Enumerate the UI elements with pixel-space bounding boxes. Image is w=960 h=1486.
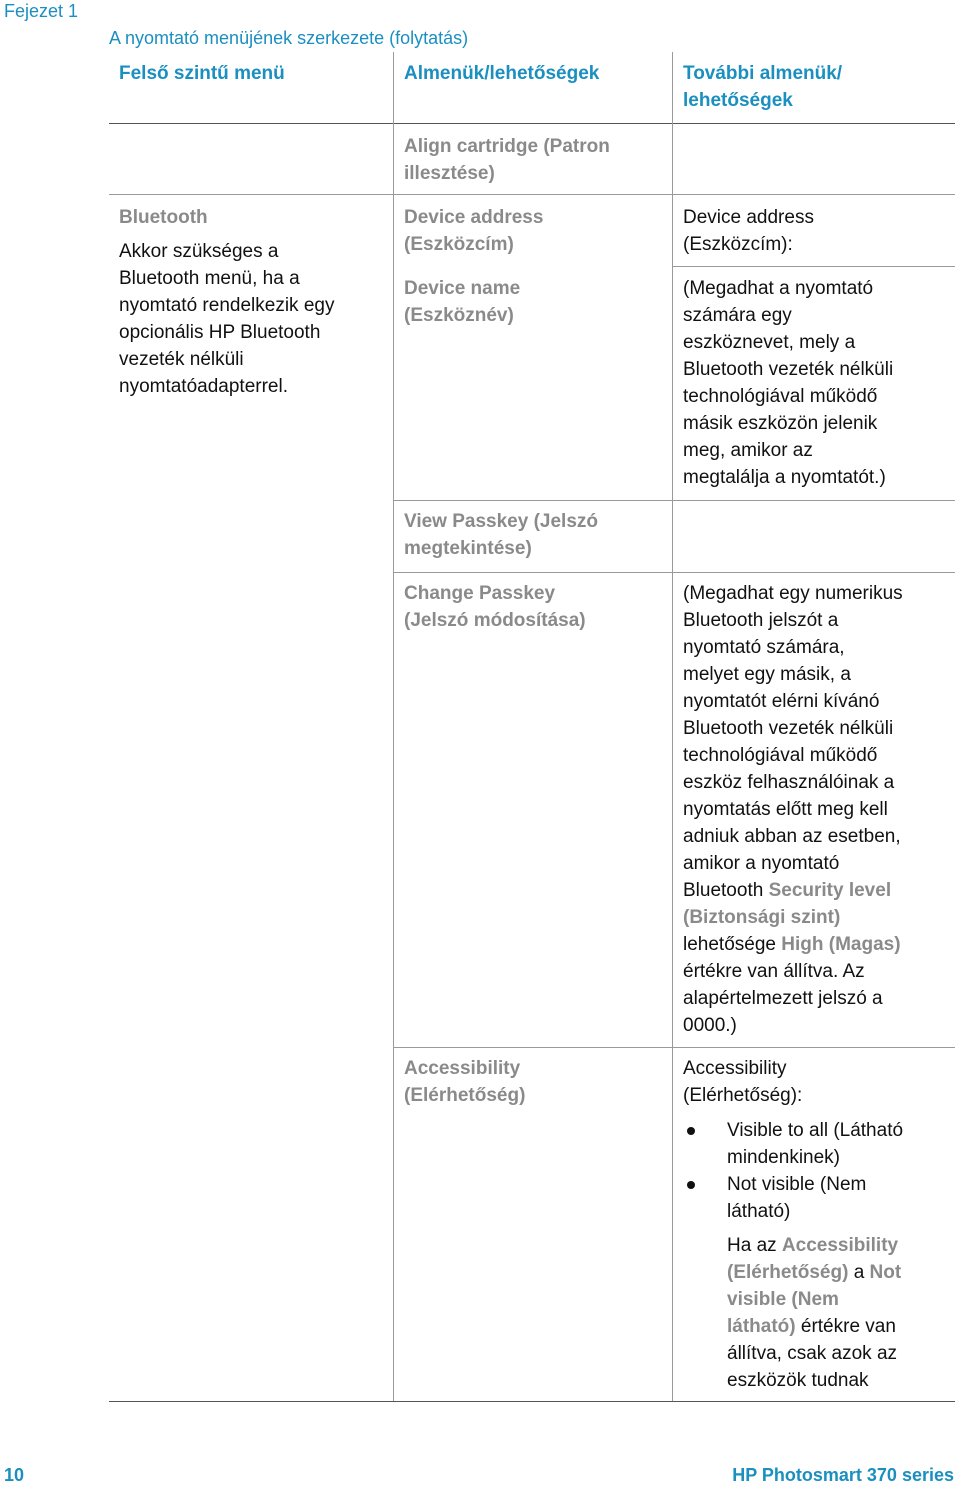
menu-bluetooth: [119, 204, 334, 400]
menu-bluetooth-title: Bluetooth: [119, 207, 208, 228]
header-submenus: Almenük/lehetőségek: [404, 63, 600, 84]
row-divider: [393, 500, 955, 501]
detail-device-address: Device address (Eszközcím):: [683, 207, 814, 255]
menu-bluetooth-description: Akkor szükséges a Bluetooth menü, ha a nyomtató rendelkezik egy opcionális HP Bluetooth vezeték nélküli nyomtatóadapterrel.: [119, 241, 335, 397]
row-divider: [393, 1047, 955, 1048]
chapter-label: Fejezet 1: [4, 1, 79, 21]
option-security-level: Security level: [768, 880, 892, 901]
list-item: Not visible (Nem látható): [683, 1171, 948, 1225]
submenu-change-passkey: Change Passkey (Jelszó módosítása): [404, 583, 586, 631]
header-top-level-menu: Felső szintű menü: [119, 63, 285, 84]
product-name: HP Photosmart 370 series: [732, 1465, 954, 1485]
submenu-device-name: Device name (Eszköznév): [404, 278, 521, 326]
row-divider: [672, 266, 955, 267]
header-further-submenus: További almenük/ lehetőségek: [683, 63, 843, 111]
submenu-device-address: Device address (Eszközcím): [404, 207, 544, 255]
detail-change-passkey: (Megadhat egy numerikus Bluetooth jelszót a nyomtató számára, melyet egy másik, a nyomtatót elérni kívánó Bluetooth vezeték nélküli technológiával működő eszköz felhasználóinak a nyomtatás előtt meg kell adniuk abban az esetben, amikor a nyomtató Bluetooth Security level (Biztonsági szint) lehetősége High (Magas) értékre van állítva. Az alapértelmezett jelszó a 0000.): [683, 583, 903, 1036]
option-high: High (Magas): [781, 934, 901, 955]
submenu-view-passkey: View Passkey (Jelszó megtekintése): [404, 511, 598, 559]
table-bottom-rule: [109, 1401, 955, 1402]
row-divider: [672, 194, 955, 195]
list-item: Visible to all (Látható mindenkinek): [683, 1117, 948, 1171]
accessibility-note: Ha az Accessibility (Elérhetőség) a Not visible (Nem látható) értékre van állítva, csak azok az eszközök tudnak: [727, 1235, 902, 1391]
row-divider: [109, 194, 393, 195]
column-divider-2: [672, 52, 673, 1402]
row-divider: [393, 572, 955, 573]
column-divider-1: [393, 52, 394, 1402]
accessibility-options-list: [683, 1117, 948, 1225]
row-divider: [393, 194, 672, 195]
header-rule: [109, 123, 955, 124]
detail-device-name: (Megadhat a nyomtató számára egy eszköznevet, mely a Bluetooth vezeték nélküli technológiával működő másik eszközön jelenik meg, amikor az megtalálja a nyomtatót.): [683, 278, 894, 488]
submenu-accessibility: Accessibility (Elérhetőség): [404, 1058, 526, 1106]
detail-accessibility: Accessibility (Elérhetőség): Visible to all (Látható mindenkinek) Not visible (Nem látható) Ha az Accessibility (Elérhetőség) a Not visible (Nem látható) értékre van állítva, csak azok az eszközök tudnak: [683, 1055, 948, 1394]
submenu-align-cartridge: Align cartridge (Patron illesztése): [404, 136, 610, 184]
table-caption: A nyomtató menüjének szerkezete (folytatás): [109, 28, 469, 48]
page-number: 10: [4, 1465, 25, 1485]
